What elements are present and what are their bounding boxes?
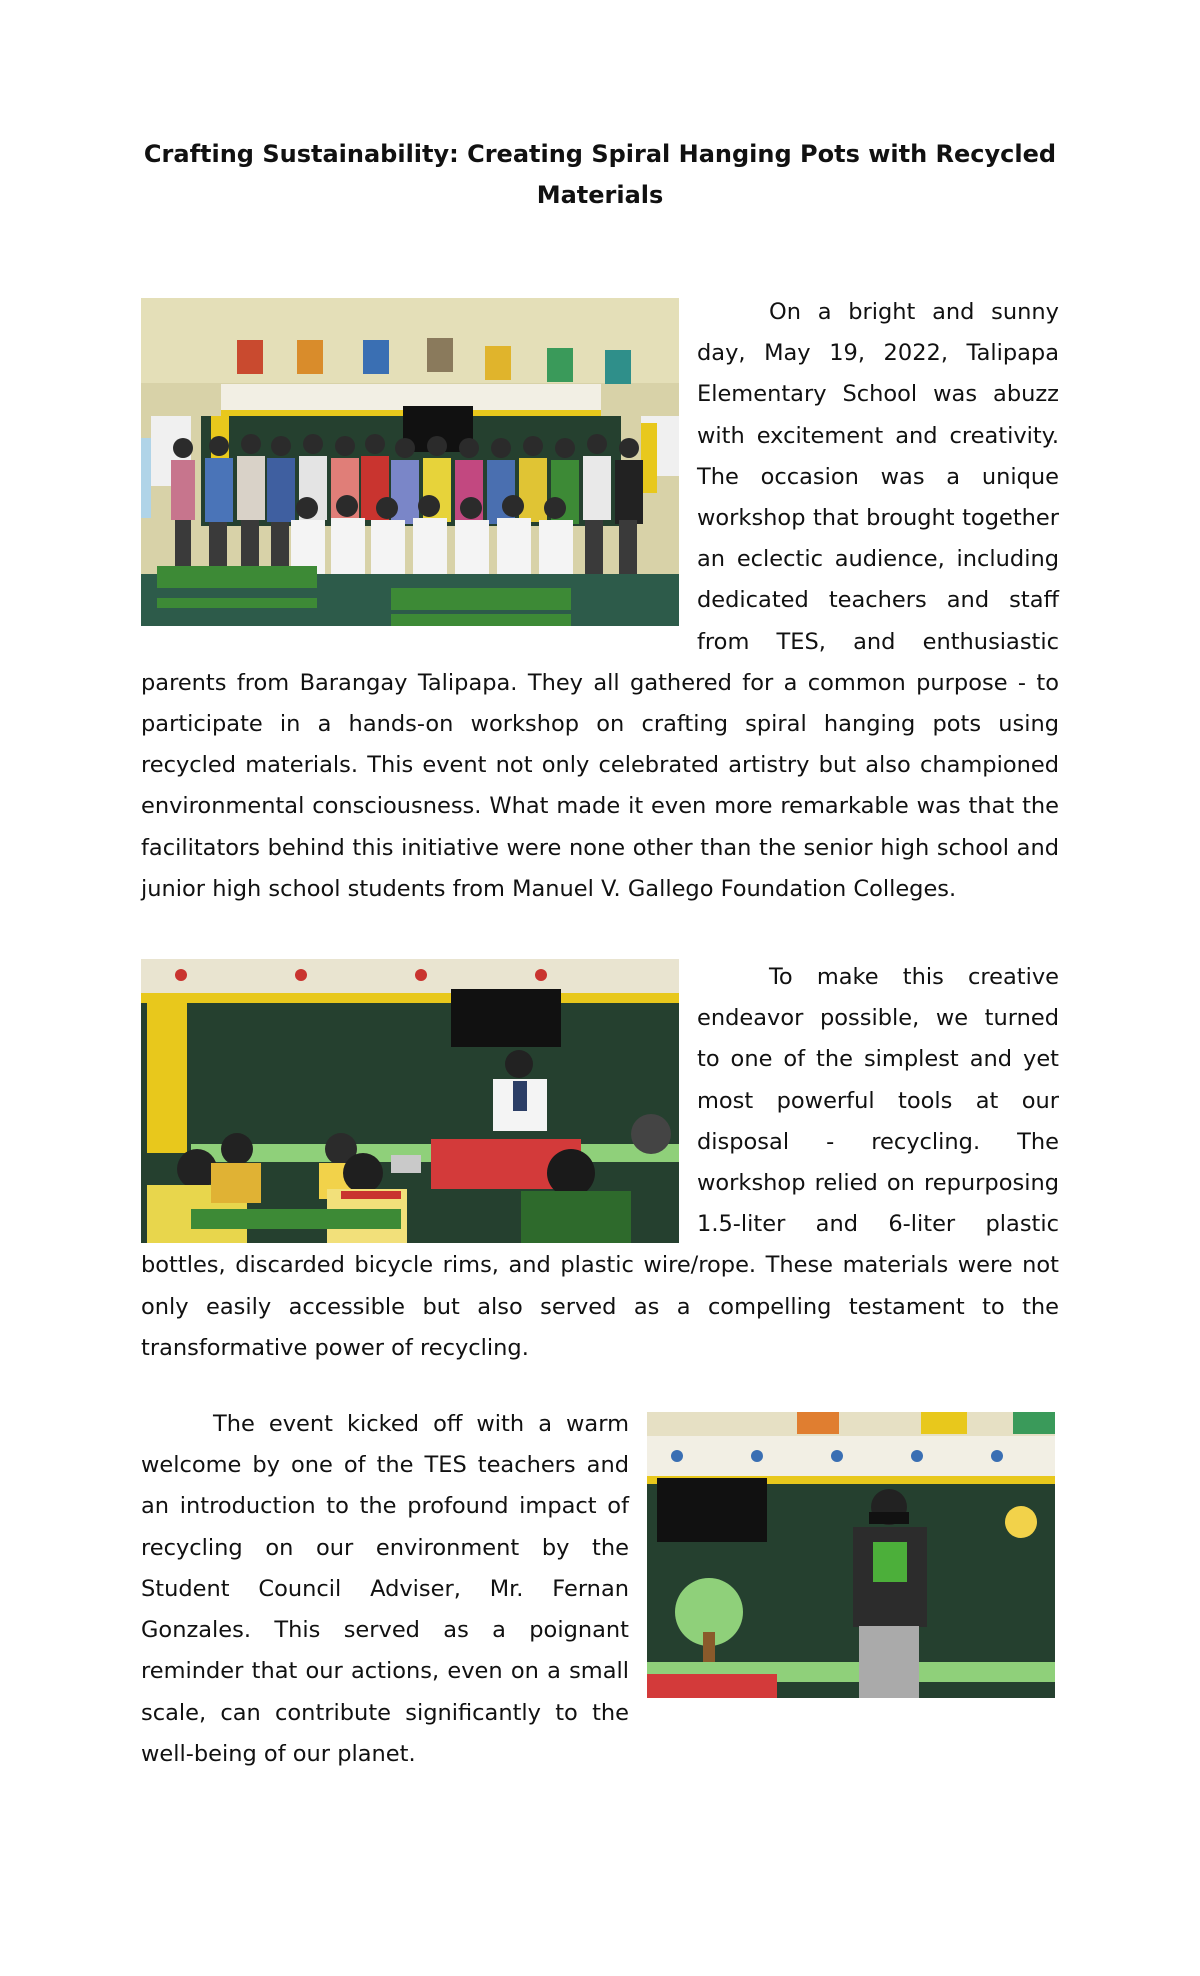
group-photo [141, 298, 679, 626]
article-body [141, 292, 1059, 1775]
paragraph-2-wrapper [141, 957, 1059, 1369]
adviser-photo [647, 1412, 1055, 1698]
paragraph-3-wrapper [141, 1404, 1059, 1775]
paragraph-3: The event kicked off with a warm welcome by one of the TES teachers and an introduction to the profound impact of recycling on our environment by the Student Council Adviser, Mr. Fernan Gonzales. This served as a poignant reminder that our actions, even on a small scale, can contribute significantly to the well-being of our planet. [141, 1411, 629, 1767]
paragraph-2: To make this creative endeavor possible, we turned to one of the simplest and yet most powerful tools at our disposal - recycling. The workshop relied on repurposing 1.5-liter and 6-liter plastic bottles, discarded bicycle rims, and plastic wire/rope. These materials were not only easily accessible but also served as a compelling testament to the transformative power of recycling. [141, 964, 1059, 1361]
paragraph-1: On a bright and sunny day, May 19, 2022, Talipapa Elementary School was abuzz with excitement and creativity. The occasion was a unique workshop that brought together an eclectic audience, including dedicated teachers and staff from TES, and enthusiastic parents from Barangay Talipapa. They all gathered for a common purpose - to participate in a hands-on workshop on crafting spiral hanging pots using recycled materials. This event not only celebrated artistry but also championed environmental consciousness. What made it even more remarkable was that the facilitators behind this initiative were none other than the senior high school and junior high school students from Manuel V. Gallego Foundation Colleges. [141, 299, 1059, 902]
workshop-photo [141, 959, 679, 1243]
page-title: Crafting Sustainability: Creating Spiral Hanging Pots with Recycled Materials [143, 140, 1057, 209]
